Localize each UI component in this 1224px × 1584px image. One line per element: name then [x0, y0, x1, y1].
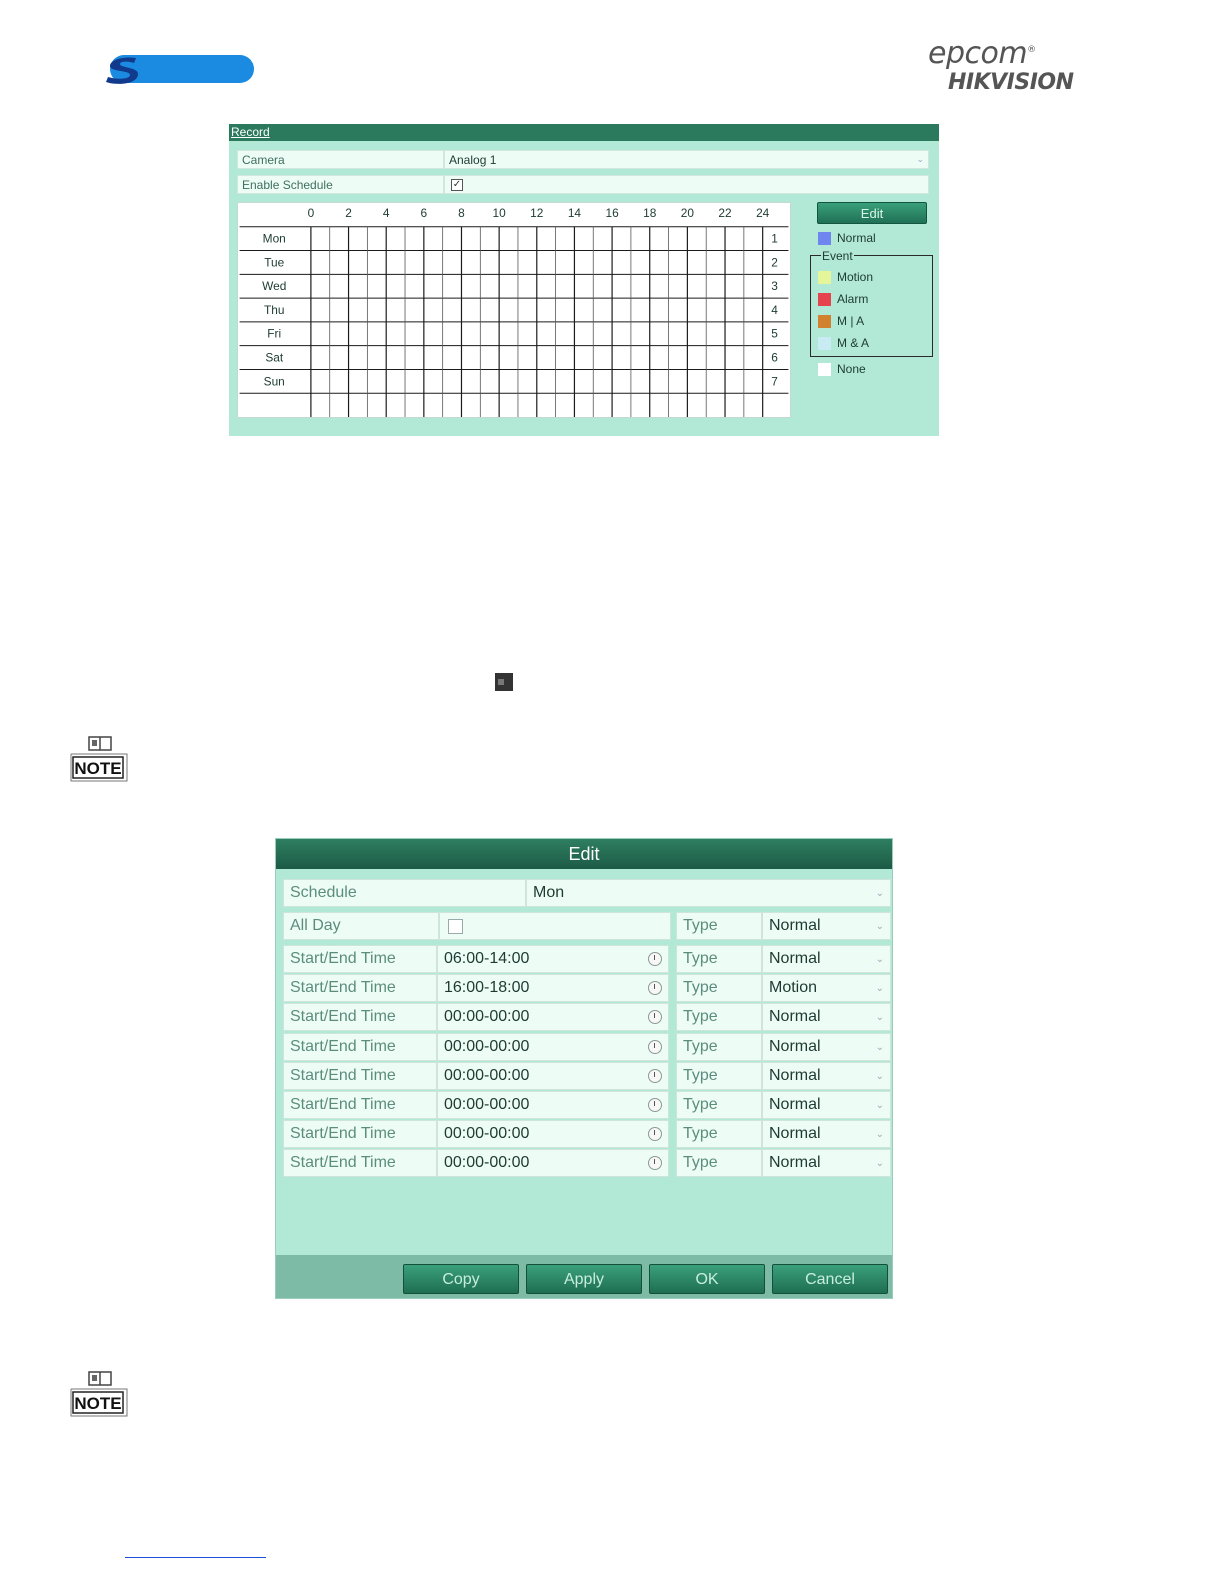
allday-type-select[interactable]	[762, 912, 891, 940]
edit-button[interactable]: Edit	[817, 202, 927, 224]
legend-m-and-a[interactable]: M & A	[818, 336, 869, 350]
type-label-cell	[676, 1033, 762, 1061]
type-value: Normal	[769, 950, 821, 967]
start-end-time-field[interactable]	[437, 1062, 669, 1090]
time-range-value: 00:00-00:00	[444, 1125, 530, 1143]
day-number: 5	[771, 326, 778, 341]
start-end-label-cell	[283, 1003, 437, 1031]
allday-label-cell	[283, 912, 439, 940]
record-panel	[229, 124, 939, 436]
copy-button[interactable]: Copy	[403, 1264, 519, 1294]
chevron-down-icon: ⌄	[875, 954, 884, 965]
m-and-a-swatch	[818, 337, 831, 350]
start-end-time-field[interactable]	[437, 1091, 669, 1119]
m-or-a-swatch	[818, 315, 831, 328]
type-select[interactable]	[762, 974, 891, 1002]
start-end-time-field[interactable]	[437, 974, 669, 1002]
type-select[interactable]	[762, 1003, 891, 1031]
type-label-cell	[676, 974, 762, 1002]
enable-schedule-checkbox[interactable]: ✓	[452, 179, 462, 190]
start-end-label-cell	[283, 1149, 437, 1177]
allday-checkbox[interactable]	[448, 919, 463, 934]
hour-tick-label: 10	[492, 205, 506, 220]
ok-button[interactable]: OK	[649, 1264, 765, 1294]
type-label-cell	[676, 945, 762, 973]
allday-field	[439, 912, 671, 940]
chevron-down-icon: ⌄	[875, 1158, 884, 1170]
schedule-label: Schedule	[290, 884, 357, 901]
chevron-down-icon: ⌄	[875, 1129, 884, 1141]
enable-schedule-field	[444, 175, 929, 194]
cancel-button[interactable]: Cancel	[772, 1264, 888, 1294]
day-label: Tue	[264, 255, 285, 270]
day-label: Fri	[267, 326, 282, 341]
type-label: Type	[683, 1125, 718, 1143]
camera-label-cell	[237, 150, 444, 169]
type-label: Type	[683, 1066, 718, 1084]
hour-tick-label: 6	[420, 205, 428, 220]
day-number: 6	[771, 350, 778, 365]
enable-schedule-label: Enable Schedule	[242, 178, 333, 192]
clock-icon[interactable]	[648, 1098, 662, 1112]
type-value: Normal	[769, 1096, 821, 1113]
hour-tick-label: 12	[530, 205, 544, 220]
allday-type-label-cell	[676, 912, 762, 940]
type-select[interactable]	[762, 1062, 891, 1090]
chevron-down-icon: ⌄	[875, 921, 884, 932]
legend-none[interactable]: None	[818, 362, 866, 376]
day-label: Mon	[262, 231, 286, 246]
start-end-label: Start/End Time	[290, 1037, 396, 1055]
start-end-time-field[interactable]	[437, 945, 669, 973]
time-range-value: 00:00-00:00	[444, 1037, 530, 1055]
clock-icon[interactable]	[648, 981, 662, 995]
start-end-label: Start/End Time	[290, 979, 396, 997]
time-range-value: 00:00-00:00	[444, 1008, 530, 1026]
chevron-down-icon: ⌄	[875, 983, 884, 995]
start-end-time-field[interactable]	[437, 1033, 669, 1061]
clock-icon[interactable]	[648, 1069, 662, 1083]
type-label-cell	[676, 1003, 762, 1031]
record-title-bar	[229, 124, 939, 141]
clock-icon[interactable]	[648, 1040, 662, 1054]
start-end-label-cell	[283, 1120, 437, 1148]
edit-dialog-title: Edit	[276, 839, 892, 869]
legend-motion[interactable]: Motion	[818, 270, 873, 284]
start-end-label-cell	[283, 945, 437, 973]
day-label: Thu	[264, 302, 285, 317]
type-value: Normal	[769, 1066, 821, 1084]
chevron-down-icon: ⌄	[875, 1100, 884, 1111]
clock-icon[interactable]	[648, 952, 662, 966]
day-number: 3	[771, 279, 778, 294]
event-group-title: Event	[822, 249, 853, 263]
hour-tick-label: 20	[680, 205, 694, 220]
type-label: Type	[683, 1008, 718, 1026]
start-end-label-cell	[283, 1033, 437, 1061]
type-label: Type	[683, 1096, 718, 1113]
type-select[interactable]	[762, 1091, 891, 1119]
start-end-label: Start/End Time	[290, 1125, 396, 1143]
time-range-value: 06:00-14:00	[444, 950, 530, 967]
type-select[interactable]	[762, 1033, 891, 1061]
epcom-logo: epcom®	[928, 36, 1036, 71]
type-label: Type	[683, 950, 718, 967]
start-end-label-cell	[283, 974, 437, 1002]
type-value: Normal	[769, 1037, 821, 1055]
note-icon	[70, 736, 128, 782]
note-label: NOTE	[74, 1394, 122, 1413]
clock-icon[interactable]	[648, 1010, 662, 1024]
hour-tick-label: 0	[307, 205, 315, 220]
type-label: Type	[683, 979, 718, 997]
chevron-down-icon: ⌄	[875, 1012, 884, 1024]
time-range-value: 00:00-00:00	[444, 1154, 530, 1172]
start-end-label-cell	[283, 1062, 437, 1090]
day-label: Sat	[265, 350, 284, 365]
type-select[interactable]	[762, 1149, 891, 1177]
apply-button[interactable]: Apply	[526, 1264, 642, 1294]
day-label: Sun	[263, 374, 285, 389]
schedule-select[interactable]	[526, 879, 891, 907]
legend-alarm[interactable]: Alarm	[818, 292, 868, 306]
chevron-down-icon: ⌄	[916, 154, 924, 164]
edit-dialog	[275, 838, 893, 1299]
time-range-value: 00:00-00:00	[444, 1096, 530, 1113]
chevron-down-icon: ⌄	[875, 1041, 884, 1053]
day-label: Wed	[262, 279, 287, 294]
alarm-swatch	[818, 293, 831, 306]
motion-swatch	[818, 271, 831, 284]
enable-schedule-label-cell	[237, 175, 444, 194]
note-label: NOTE	[74, 759, 122, 778]
allday-type-value: Normal	[769, 917, 821, 934]
start-end-label: Start/End Time	[290, 1008, 396, 1026]
normal-swatch	[818, 232, 831, 245]
start-end-label: Start/End Time	[290, 1066, 396, 1084]
time-range-value: 00:00-00:00	[444, 1066, 530, 1084]
hour-tick-label: 18	[643, 205, 657, 220]
type-label: Type	[683, 1154, 718, 1172]
hour-tick-label: 8	[458, 205, 465, 220]
hour-tick-label: 4	[382, 205, 390, 220]
schedule-grid[interactable]	[237, 202, 791, 418]
start-end-label: Start/End Time	[290, 1154, 396, 1172]
clock-icon[interactable]	[648, 1156, 662, 1170]
type-value: Motion	[769, 979, 818, 997]
allday-label: All Day	[290, 917, 341, 934]
hour-tick-label: 24	[756, 205, 770, 220]
clock-icon[interactable]	[648, 1127, 662, 1141]
camera-select[interactable]	[444, 150, 929, 169]
day-number: 7	[771, 374, 778, 389]
type-select[interactable]	[762, 1120, 891, 1148]
start-end-label: Start/End Time	[290, 950, 396, 967]
legend-m-or-a[interactable]: M | A	[818, 314, 864, 328]
camera-value: Analog 1	[449, 153, 497, 167]
time-range-value: 16:00-18:00	[444, 979, 530, 997]
chevron-down-icon: ⌄	[875, 1070, 884, 1082]
none-swatch	[818, 363, 831, 376]
schedule-value: Mon	[533, 884, 565, 901]
chevron-down-icon: ⌄	[875, 888, 884, 899]
day-number: 1	[771, 231, 778, 246]
schedule-label-cell	[283, 879, 526, 907]
hour-tick-label: 14	[567, 205, 582, 220]
day-number: 4	[771, 302, 778, 317]
note-icon	[70, 1371, 128, 1417]
legend-normal[interactable]: Normal	[818, 231, 876, 245]
type-value: Normal	[769, 1008, 821, 1026]
start-end-label: Start/End Time	[290, 1096, 396, 1113]
type-value: Normal	[769, 1154, 821, 1172]
start-end-time-field[interactable]	[437, 1003, 669, 1031]
inline-button-icon	[495, 673, 513, 691]
type-label-cell	[676, 1149, 762, 1177]
hour-tick-label: 16	[605, 205, 619, 220]
type-select[interactable]	[762, 945, 891, 973]
type-label: Type	[683, 1037, 718, 1055]
start-end-time-field[interactable]	[437, 1120, 669, 1148]
record-title[interactable]: Record	[231, 125, 270, 139]
day-number: 2	[771, 255, 778, 270]
type-label-cell	[676, 1120, 762, 1148]
start-end-label-cell	[283, 1091, 437, 1119]
hikvision-logo: HIKVISION	[948, 70, 1074, 95]
start-end-time-field[interactable]	[437, 1149, 669, 1177]
footer-link[interactable]	[125, 1557, 266, 1558]
type-value: Normal	[769, 1125, 821, 1143]
hour-tick-label: 2	[345, 205, 352, 220]
s-logo	[96, 52, 254, 86]
type-label-cell	[676, 1091, 762, 1119]
hour-tick-label: 22	[718, 205, 732, 220]
camera-label: Camera	[242, 153, 285, 167]
allday-type-label: Type	[683, 917, 718, 934]
type-label-cell	[676, 1062, 762, 1090]
